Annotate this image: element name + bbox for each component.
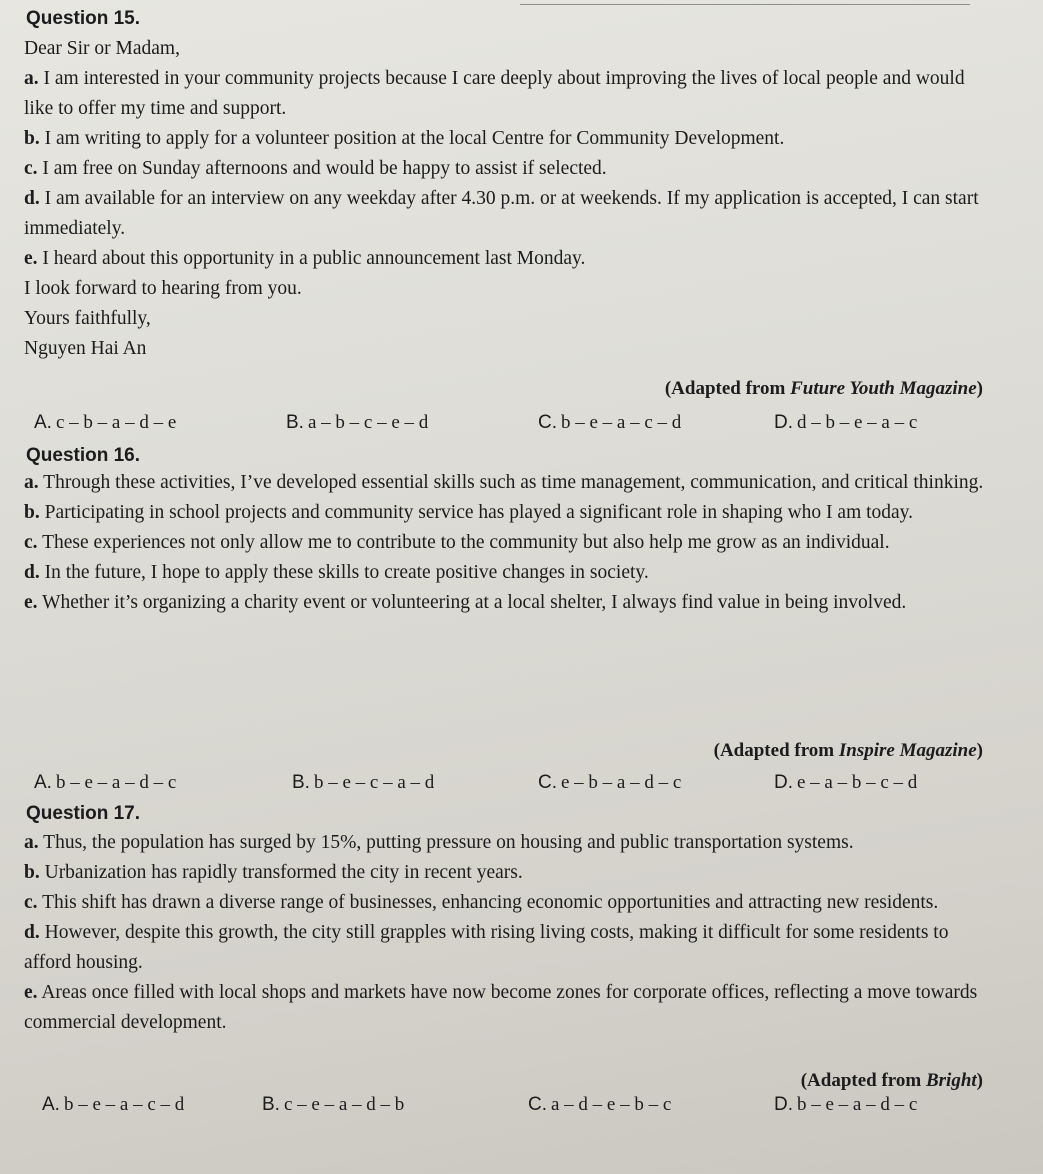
q17-item-d: d. However, despite this growth, the city still grapples with rising living costs, making it difficult for some residents to afford housing. [24, 922, 949, 973]
q16-options [34, 772, 974, 800]
letter-signoff: Yours faithfully, [24, 308, 151, 329]
q15-item-d: d. I am available for an interview on any weekday after 4.30 p.m. or at weekends. If my application is accepted, I can start immediately. [24, 188, 979, 239]
q15-options [34, 412, 974, 440]
q16-source: (Adapted from Inspire Magazine) [713, 740, 983, 761]
q15-item-a: a. I am interested in your community projects because I care deeply about improving the lives of local people and would like to offer my time and support. [24, 68, 965, 119]
q17-item-c: c. This shift has drawn a diverse range of businesses, enhancing economic opportunities and attracting new residents. [24, 892, 939, 913]
q16-option-d[interactable]: D. e – a – b – c – d [774, 772, 918, 793]
q17-item-b: b. Urbanization has rapidly transformed the city in recent years. [24, 862, 523, 883]
q17-source: (Adapted from Bright) [800, 1070, 983, 1091]
q15-option-b[interactable]: B. a – b – c – e – d [286, 412, 429, 433]
q16-option-a[interactable]: A. b – e – a – d – c [34, 772, 177, 793]
q16-item-e: e. Whether it’s organizing a charity event or volunteering at a local shelter, I always find value in being involved. [24, 592, 907, 613]
q17-option-b[interactable]: B. c – e – a – d – b [262, 1094, 405, 1115]
q15-option-d[interactable]: D. d – b – e – a – c [774, 412, 918, 433]
q16-item-c: c. These experiences not only allow me to contribute to the community but also help me grow as an individual. [24, 532, 890, 553]
letter-signature: Nguyen Hai An [24, 338, 147, 359]
q16-item-a: a. Through these activities, I’ve developed essential skills such as time management, communication, and critical thinking. [24, 472, 984, 493]
q17-item-e: e. Areas once filled with local shops and markets have now become zones for corporate offices, reflecting a move towards commercial development. [24, 982, 978, 1033]
q16-option-c[interactable]: C. e – b – a – d – c [538, 772, 682, 793]
divider [520, 4, 970, 5]
q15-option-a[interactable]: A. c – b – a – d – e [34, 412, 177, 433]
q17-option-d[interactable]: D. b – e – a – d – c [774, 1094, 918, 1115]
q17-option-a[interactable]: A. b – e – a – c – d [42, 1094, 185, 1115]
q17-option-c[interactable]: C. a – d – e – b – c [528, 1094, 672, 1115]
question-17-body [24, 828, 984, 1038]
question-17-title: Question 17. [26, 803, 141, 824]
question-15-body [24, 34, 984, 364]
q17-item-a: a. Thus, the population has surged by 15%, putting pressure on housing and public transportation systems. [24, 832, 854, 853]
q17-options [34, 1094, 974, 1122]
q15-item-e: e. I heard about this opportunity in a public announcement last Monday. [24, 248, 586, 269]
q16-item-d: d. In the future, I hope to apply these skills to create positive changes in society. [24, 562, 649, 583]
q16-item-b: b. Participating in school projects and community service has played a significant role in shaping who I am today. [24, 502, 914, 523]
letter-closing: I look forward to hearing from you. [24, 278, 302, 299]
question-16-title: Question 16. [26, 445, 141, 466]
q15-source: (Adapted from Future Youth Magazine) [664, 378, 983, 399]
q15-option-c[interactable]: C. b – e – a – c – d [538, 412, 682, 433]
q15-item-c: c. I am free on Sunday afternoons and would be happy to assist if selected. [24, 158, 607, 179]
question-16-body [24, 468, 984, 618]
q15-item-b: b. I am writing to apply for a volunteer position at the local Centre for Community Development. [24, 128, 785, 149]
q16-option-b[interactable]: B. b – e – c – a – d [292, 772, 435, 793]
letter-greeting: Dear Sir or Madam, [24, 38, 180, 59]
question-15-title: Question 15. [26, 8, 141, 29]
